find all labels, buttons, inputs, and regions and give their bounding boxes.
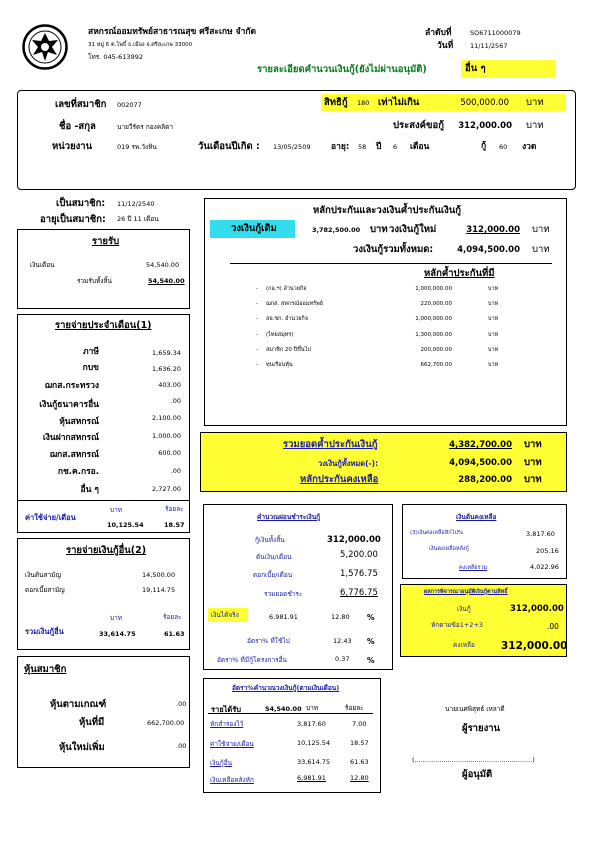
max-label: เท่าไม่เกิน [378, 97, 420, 108]
guarantee-bullet: - [256, 301, 258, 307]
expense-item-label: เงินฝากสหกรณ์ [42, 433, 99, 443]
calc-interest-label: ดอกเบี้ย/เดือน [253, 571, 293, 579]
calc-ratio-use-pct: % [367, 637, 375, 646]
since-label: เป็นสมาชิก: [56, 198, 106, 209]
seq-value: SO6711000079 [470, 29, 521, 37]
loan-total: 33,614.75 [99, 630, 136, 638]
old-limit-label: วงเงินกู้เดิม [231, 223, 277, 234]
borrow-label: กู้ [481, 141, 487, 151]
balance-item1-label: (3)เงินคงเหลือหักไป% [410, 530, 464, 536]
guarantee-unit: บาท [488, 301, 499, 307]
ratio-row-percent: 7.00 [352, 720, 367, 728]
expense-item-value: 2,100.00 [152, 414, 181, 422]
cost-percent-label: ร้อยละ [165, 505, 184, 513]
ratio-row-value: 3,817.60 [297, 720, 326, 728]
member-no: 002077 [117, 101, 142, 109]
divider [208, 713, 373, 714]
max-value: 500,000.00 [460, 98, 509, 108]
ratio-income: 54,540.00 [265, 705, 302, 713]
ratio-row-value: 33,614.75 [297, 758, 331, 766]
expense-item-value: 600.00 [158, 449, 181, 457]
total-limit-value: 4,094,500.00 [457, 245, 520, 255]
guarantee-label: (กอ.ฯ) อำนวยกิจ [266, 286, 307, 292]
calc-ratio-use-label: อัตรา% ที่ใช้ไป [247, 637, 290, 645]
org-name: สหกรณ์ออมทรัพย์สาธารณสุข ศรีสะเกษ จำกัด [88, 27, 257, 37]
request-baht: บาท [526, 120, 544, 131]
ratio-row-percent: 61.63 [350, 758, 369, 766]
old-limit-value: 3,782,500.00 [312, 226, 361, 234]
income-total: 54,540.00 [148, 277, 185, 285]
calc-ratio-use: 12.43 [333, 637, 352, 645]
guarantee-bullet: - [256, 362, 258, 368]
shares-title: หุ้นสมาชิก [24, 664, 67, 675]
calc-ratio-rule-pct: % [367, 656, 375, 665]
guarantee-label: ฌกส. สหกรณ์ออมทรัพย์ [266, 301, 323, 307]
calc-title: คำนวณผ่อนชำระเงินกู้ [257, 513, 321, 521]
approval-title: ผลการพิจารณาอนุมัติเงินกู้ตามสิทธิ์ [424, 589, 508, 595]
calc-ratio-rule: 0.37 [335, 655, 350, 663]
income-total-label: รวมรับทั้งสิ้น [77, 277, 112, 285]
guarantee-bullet: - [256, 286, 258, 292]
cost-value: 10,125.54 [107, 521, 144, 529]
cost-label: ค่าใช้จ่าย/เดือน [25, 513, 76, 522]
expense-item-value: 1,659.34 [152, 349, 181, 357]
birth-value: 13/05/2509 [273, 143, 311, 151]
approval-deduct: .00 [547, 622, 559, 631]
guarantee-label: ทุนเรือนหุ้น [266, 362, 293, 368]
cost-percent: 18.57 [164, 521, 185, 529]
calc-box [203, 504, 393, 670]
expense-item-value: .00 [170, 397, 181, 405]
unit-label: หน่วยงาน [52, 141, 93, 152]
new-limit-value: 312,000.00 [466, 225, 520, 235]
guarantee-bullet: - [256, 347, 258, 353]
remaining-baht: บาท [524, 474, 542, 485]
guarantee-unit: บาท [488, 332, 499, 338]
all-limit-baht: บาท [524, 457, 542, 468]
salary-label: เงินเดือน [30, 261, 55, 269]
ratio-row-label: เงินเหลือหลังหัก [210, 776, 254, 784]
guarantee-bullet: - [256, 332, 258, 338]
approval-loan-label: เงินกู้ [457, 605, 471, 613]
calc-net: 6,981.91 [269, 613, 298, 621]
shares-held-label: หุ้นที่มี [79, 717, 105, 728]
org-phone: โทร. 045-613992 [88, 53, 143, 61]
ratio-row-label: หักสำรองไว้ [210, 720, 244, 728]
expense-item-label: เงินกู้ธนาคารอื่น [39, 400, 99, 410]
ratio-row-label: เงินกู้อื่น [210, 759, 233, 767]
loan-total-label: รวมเงินกู้อื่น [25, 627, 64, 636]
guarantee-value: 662,700.00 [420, 362, 452, 368]
cooperative-emblem [22, 24, 68, 70]
report-title: รายละเอียดคำนวนเงินกู้(ยังไม่ผ่านอนุมัติ) [257, 64, 427, 75]
calc-interest: 1,576.75 [340, 569, 378, 579]
guarantee-value: 1,300,000.00 [415, 332, 452, 338]
all-limit-label: วงเงินกู้ทั้งหมด(-): [318, 459, 379, 468]
loan-total-percent: 61.63 [164, 630, 185, 638]
since-value: 11/12/2540 [117, 200, 155, 208]
ratio-percent-label: ร้อยละ [345, 704, 364, 712]
org-address: 31 หมู่ 6 ต.โพธิ์ ธ.เมือง จ.ศรีสะเกษ 33000 [88, 42, 193, 48]
member-age-label: อายุเป็นสมาชิก: [40, 214, 106, 225]
age-label: อายุ: [331, 142, 350, 152]
balance-item2-label: เงินคงเหลือหลังกู้ [429, 546, 469, 552]
divider [17, 500, 190, 501]
calc-net-pct-sign: % [367, 613, 375, 622]
right-value: 180 [357, 99, 370, 107]
approver-label: ผู้อนุมัติ [462, 769, 493, 780]
remaining-value: 288,200.00 [458, 475, 512, 485]
guarantee-unit: บาท [488, 316, 499, 322]
expense-item-label: อื่น ๆ [80, 485, 99, 495]
approval-loan: 312,000.00 [510, 604, 564, 614]
name-label: ชื่อ -สกุล [59, 121, 96, 132]
guarantee-bullet: - [256, 316, 258, 322]
calc-principal-label: ต้นเงิน/เดือน [256, 553, 292, 561]
new-limit-baht: บาท [532, 224, 550, 235]
balance-item3: 4,022.96 [530, 563, 559, 571]
principal-label: เงินต้นสามัญ [25, 571, 61, 579]
balance-item1: 3,817.60 [526, 530, 555, 538]
cost-baht-label: บาท [110, 506, 123, 514]
request-label: ประสงค์ขอกู้ [393, 120, 444, 131]
loan-type: อื่น ๆ [465, 63, 486, 74]
installments: 60 [499, 143, 508, 151]
request-value: 312,000.00 [458, 121, 512, 131]
unit-value: 019 รพ.วังหิน [117, 143, 157, 151]
age-years: 58 [358, 143, 367, 151]
expense-item-label: กช.ค.กรอ. [57, 467, 99, 477]
ratio-baht-label: บาท [306, 704, 319, 712]
remaining-label: หลักประกันคงเหลือ [300, 474, 379, 485]
loan-type-badge [461, 60, 556, 78]
expense-item-value: 2,727.00 [152, 485, 181, 493]
collateral-title: หลักประกันและวงเงินค้ำประกันเงินกู้ [313, 205, 462, 216]
interest-label: ดอกเบี้ยสามัญ [25, 586, 65, 594]
total-guarantee-value: 4,382,700.00 [449, 440, 512, 450]
calc-ratio-rule-label: อัตรา% ที่มีกู้โครงการอื่น [217, 656, 287, 664]
calc-loan-label: กู้เงินทั้งสิ้น [255, 536, 285, 544]
new-limit-label: วงเงินกู้ใหม่ [389, 224, 437, 235]
expense-item-label: ภาษี [83, 347, 99, 357]
all-limit-value: 4,094,500.00 [449, 458, 512, 468]
ratio-income-label: รายได้รับ [211, 705, 242, 714]
approval-net: 312,000.00 [501, 640, 568, 652]
balance-title: เงินต้นคงเหลือ [456, 513, 497, 521]
reporter-name: นายเนศพิสุทธ์ เหลาดี [445, 705, 505, 713]
guarantee-value: 1,000,000.00 [415, 286, 452, 292]
expense-item-value: 1,636.20 [152, 365, 181, 373]
seq-label: ลำดับที่ [425, 28, 452, 38]
age-months: 6 [393, 143, 398, 151]
shares-new: .00 [176, 742, 187, 750]
expense-item-label: ฌกส.กระทรวง [44, 381, 99, 391]
shares-criteria-label: หุ้นตามเกณฑ์ [50, 699, 107, 710]
guarantee-value: 1,000,000.00 [415, 316, 452, 322]
ratio-row-percent: 12.80 [350, 774, 369, 782]
calc-principal: 5,200.00 [340, 550, 378, 560]
max-baht: บาท [526, 97, 544, 108]
guarantee-unit: บาท [488, 286, 499, 292]
ratio-title: อัตรา%คำนวณวงเงินกู้(ตามเงินเดือน) [232, 684, 340, 692]
calc-total-label: รวมยอดชำระ [264, 590, 303, 598]
guarantee-unit: บาท [488, 347, 499, 353]
right-label: สิทธิกู้ [324, 97, 348, 108]
total-guarantee-label: รวมยอดค้ำประกันเงินกู้ [283, 439, 378, 450]
shares-new-label: หุ้นใหม่เพิ่ม [59, 742, 105, 753]
calc-total: 6,776.75 [340, 588, 378, 598]
loan-percent-label: ร้อยละ [163, 613, 182, 621]
divider [230, 263, 552, 264]
ratio-row-percent: 18.57 [350, 739, 369, 747]
member-name: นายวีรัตร กองคลิตา [117, 123, 174, 131]
guarantee-value: 200,000.00 [420, 347, 452, 353]
ratio-row-label: ค่าใช้จ่าย/เดือน [210, 740, 254, 748]
expense-item-value: 403.00 [158, 381, 181, 389]
guarantee-title: หลักค้ำประกันที่มี [424, 268, 495, 279]
total-guarantee-baht: บาท [524, 439, 542, 450]
expense-item-label: หุ้นสหกรณ์ [59, 417, 99, 427]
guarantee-value: 220,000.00 [420, 301, 452, 307]
guarantee-label: (ไทยสมุทร) [266, 332, 294, 338]
guarantee-unit: บาท [488, 362, 499, 368]
loan-expense-title: รายจ่ายเงินกู้อื่น(2) [66, 545, 147, 556]
date-label: วันที่ [437, 41, 454, 51]
monthly-expense-title: รายจ่ายประจำเดือน(1) [55, 320, 152, 331]
approval-net-label: คงเหลือ [453, 641, 475, 649]
expense-item-value: .00 [170, 467, 181, 475]
income-title: รายรับ [92, 236, 120, 247]
expense-item-value: 1,000.00 [152, 432, 181, 440]
guarantee-label: สมาชิก 20 ปีขึ้นไป [266, 347, 311, 353]
reporter-label: ผู้รายงาน [462, 723, 501, 734]
approver-dots: (.........................................................) [412, 756, 535, 764]
guarantee-label: สอ.ชก. อำนวยกิจ [266, 316, 308, 322]
calc-net-percent: 12.80 [331, 613, 350, 621]
expense-item-label: ฌกส.สหกรณ์ [49, 450, 99, 460]
loan-baht-label: บาท [110, 614, 123, 622]
total-limit-label: วงเงินกู้รวมทั้งหมด: [353, 244, 434, 255]
month-label: เดือน [410, 142, 430, 152]
calc-loan: 312,000.00 [327, 535, 381, 545]
shares-held: 662,700.00 [147, 719, 185, 727]
old-limit-baht: บาท [370, 224, 388, 235]
date-value: 11/11/2567 [470, 42, 508, 50]
ratio-row-value: 10,125.54 [297, 739, 331, 747]
ratio-row-value: 6,981.91 [297, 774, 326, 782]
birth-label: วันเดือนปีเกิด : [198, 141, 260, 152]
principal-value: 14,500.00 [142, 571, 176, 579]
member-age: 26 ปี 11 เดือน [117, 215, 159, 223]
total-limit-baht: บาท [532, 244, 550, 255]
member-no-label: เลขที่สมาชิก [55, 99, 107, 110]
calc-net-label: เงินได้จริง [211, 611, 239, 619]
expense-item-label: กบข [82, 363, 99, 373]
interest-value: 19,114.75 [142, 586, 176, 594]
salary-value: 54,540.00 [146, 261, 180, 269]
balance-item2: 205.16 [536, 547, 559, 555]
old-limit-badge [210, 220, 295, 238]
installment-unit: งวด [522, 142, 537, 152]
shares-criteria: .00 [176, 700, 187, 708]
balance-item3-label: คงเหลือรวม [459, 565, 488, 571]
year-label: ปี [376, 142, 382, 152]
approval-deduct-label: หักตามข้อ1+2+3 [431, 621, 484, 629]
